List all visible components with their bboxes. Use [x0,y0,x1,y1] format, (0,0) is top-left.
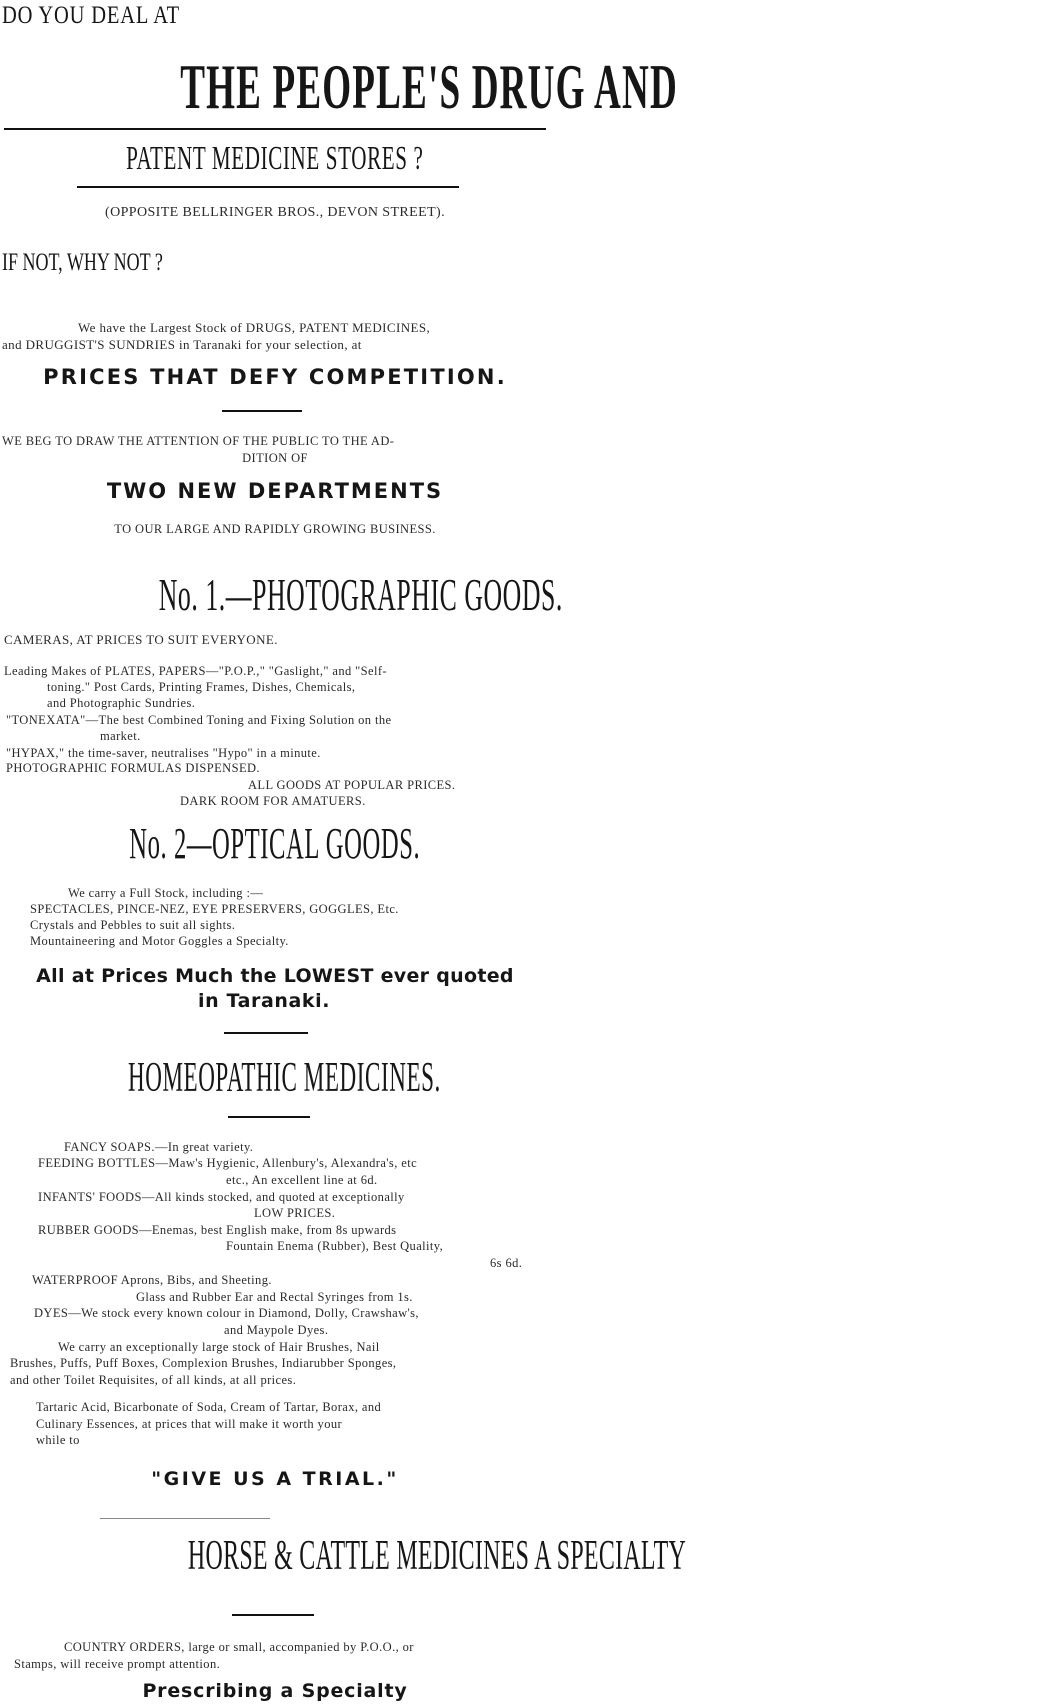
tartaric-line-2: Culinary Essences, at prices that will make it worth your [36,1417,343,1431]
syringes-text: Glass and Rubber Ear and Rectal Syringes from 1s. [136,1290,413,1304]
trial-divider [100,1518,270,1519]
country-orders-1: COUNTRY ORDERS, large or small, accompanied by P.O.O., or [64,1640,414,1654]
prices-headline: PRICES THAT DEFY COMPETITION. [43,365,507,389]
stock-line-1: We have the Largest Stock of DRUGS, PATENT MEDICINES, [78,320,431,335]
waterproof-text: WATERPROOF Aprons, Bibs, and Sheeting. [32,1273,272,1287]
cameras-text: CAMERAS, AT PRICES TO SUIT EVERYONE. [4,632,278,647]
infants-foods-2: LOW PRICES. [254,1206,336,1220]
country-orders-2: Stamps, will receive prompt attention. [14,1657,221,1671]
feeding-bottles-1: FEEDING BOTTLES—Maw's Hygienic, Allenbury's, Alexandra's, etc [38,1156,418,1170]
tonexata-2: market. [100,729,141,743]
formulas-text: PHOTOGRAPHIC FORMULAS DISPENSED. [6,761,260,775]
leading-makes-2: toning." Post Cards, Printing Frames, Dishes, Chemicals, [47,680,356,694]
stores-subtitle: PATENT MEDICINE STORES ? [126,140,424,177]
title-rule [4,128,546,130]
feeding-bottles-2: etc., An excellent line at 6d. [226,1173,378,1187]
homeopathic-divider [228,1116,310,1118]
intro-text: DO YOU DEAL AT [2,2,180,29]
popular-prices-text: ALL GOODS AT POPULAR PRICES. [248,778,456,792]
optical-items-text: SPECTACLES, PINCE-NEZ, EYE PRESERVERS, GOGGLES, Etc. [30,902,399,916]
tonexata-1: "TONEXATA"—The best Combined Toning and Fixing Solution on the [6,713,392,727]
homeopathic-heading: HOMEOPATHIC MEDICINES. [127,1055,441,1101]
main-title: THE PEOPLE'S DRUG AND [180,51,678,122]
rubber-goods-1: RUBBER GOODS—Enemas, best English make, from 8s upwards [38,1223,397,1237]
attention-line-1: WE BEG TO DRAW THE ATTENTION OF THE PUBLIC TO THE AD- [2,434,395,448]
dyes-line-2: and Maypole Dyes. [224,1323,329,1337]
optical-carry-text: We carry a Full Stock, including :— [68,886,264,900]
rubber-goods-3: 6s 6d. [490,1256,523,1270]
question-text: IF NOT, WHY NOT ? [2,249,163,276]
departments-headline: TWO NEW DEPARTMENTS [106,479,444,503]
tartaric-line-3: while to [36,1433,80,1447]
dyes-line-1: DYES—We stock every known colour in Diamond, Dolly, Crawshaw's, [34,1306,419,1320]
lowest-prices-line-1: All at Prices Much the LOWEST ever quoted [36,965,514,987]
optical-divider [224,1032,308,1034]
attention-line-2: DITION OF [242,451,308,465]
brushes-line-1: We carry an exceptionally large stock of Hair Brushes, Nail [58,1340,380,1354]
fancy-soaps-text: FANCY SOAPS.—In great variety. [64,1140,254,1154]
motor-goggles-text: Mountaineering and Motor Goggles a Specialty. [30,934,289,948]
photo-heading: No. 1.—PHOTOGRAPHIC GOODS. [158,569,563,620]
stock-line-2: and DRUGGIST'S SUNDRIES in Taranaki for your selection, at [2,337,362,352]
lowest-prices-line-2: in Taranaki. [198,990,331,1012]
horse-cattle-heading: HORSE & CATTLE MEDICINES A SPECIALTY [187,1533,687,1579]
brushes-line-2: Brushes, Puffs, Puff Boxes, Complexion Brushes, Indiarubber Sponges, [10,1356,397,1370]
leading-makes-1: Leading Makes of PLATES, PAPERS—"P.O.P.," "Gaslight," and "Self- [4,664,387,678]
stock-divider [222,410,302,412]
leading-makes-3: and Photographic Sundries. [47,696,196,710]
dark-room-text: DARK ROOM FOR AMATUERS. [180,794,366,808]
subtitle-underline [77,186,459,188]
tartaric-line-1: Tartaric Acid, Bicarbonate of Soda, Cream of Tartar, Borax, and [36,1400,382,1414]
business-text: TO OUR LARGE AND RAPIDLY GROWING BUSINESS. [114,522,436,536]
hypax-text: "HYPAX," the time-saver, neutralises "Hypo" in a minute. [6,746,321,760]
brushes-line-3: and other Toilet Requisites, of all kinds, at all prices. [10,1373,297,1387]
prescribing-text: Prescribing a Specialty [142,1680,408,1702]
rubber-goods-2: Fountain Enema (Rubber), Best Quality, [226,1239,444,1253]
trial-headline: "GIVE US A TRIAL." [151,1468,399,1490]
optical-heading: No. 2—OPTICAL GOODS. [129,819,421,868]
address-text: (OPPOSITE BELLRINGER BROS., DEVON STREET). [105,205,445,220]
infants-foods-1: INFANTS' FOODS—All kinds stocked, and quoted at exceptionally [38,1190,405,1204]
horse-cattle-divider [232,1614,314,1616]
crystals-text: Crystals and Pebbles to suit all sights. [30,918,236,932]
